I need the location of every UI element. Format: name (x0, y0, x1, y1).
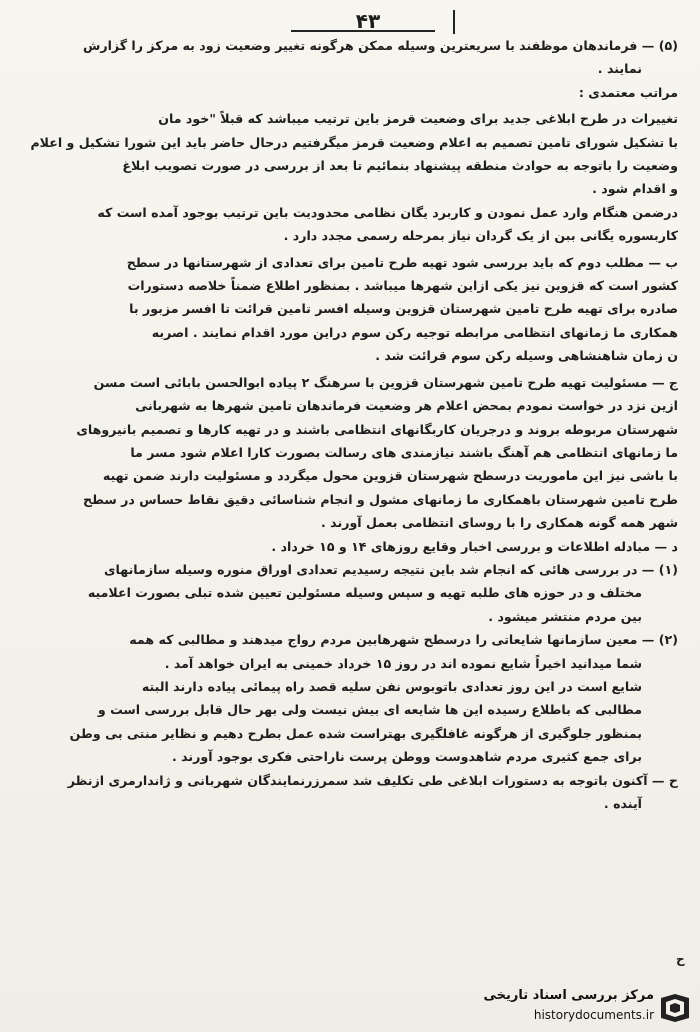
margin-mark: ح (676, 952, 685, 966)
text-line: (۵) — فرماندهان موظفند با سریعترین وسیله ممکن هرگونه تغییر وضعیت زود به مرکز را گزارش (82, 38, 678, 53)
text-line: ج — مسئولیت تهیه طرح تامین شهرستان قزوین با سرهنگ ۲ پیاده ابوالحسن بابائی است مسن (93, 374, 678, 390)
text-line: آینده . (603, 796, 642, 811)
text-line: شایع است در این روز تعدادی باتوبوس نفن سلیه قصد راه پیمائی پیاده دارند البته (141, 678, 642, 694)
page-number-mark: ۴۳ (283, 10, 455, 34)
text-line: طرح تامین شهرستان باهمکاری ما زمانهای مشول و انجام شناسائی دقیق نقاط حساس در سطح (83, 491, 678, 507)
text-line: ما زمانهای انتظامی هم آهنگ باشند نیازمندی های رسالت بصورت کارا اعلام شود مسر ما (130, 444, 678, 460)
text-line: برای جمع کثیری مردم شاهدوست ووطن پرست ناراحتی فکری بوجود آورند . (171, 749, 642, 765)
section-heading: مراتب معتمدی : (578, 84, 678, 100)
text-line: با باشی نیز این ماموریت درسطح شهرستان قزوین محول میگردد و مسئولیت دارند ضمن تهیه (102, 468, 678, 484)
text-line: شهر همه گونه همکاری را با روسای انتظامی بعمل آورند . (321, 515, 678, 531)
text-line: بین مردم منتشر میشود . (488, 608, 642, 624)
text-line: با تشکیل شورای تامین تصمیم به اعلام وضعیت قرمز میگرفتیم درحال حاضر باید این شورا تشکیل و اعلام (30, 134, 678, 150)
text-line: همکاری ما زمانهای انتظامی مرابطه توجیه رکن سوم دراین مورد اقدام نمایند . اصربه (151, 324, 678, 340)
text-line: و اقدام شود . (592, 181, 678, 197)
text-line: مطالبی که باطلاع رسیده این ها شایعه ای بیش نیست ولی بهر حال قابل بررسی است و (97, 702, 642, 718)
text-line: ب — مطلب دوم که باید بررسی شود تهیه طرح تامین برای تعدادی از شهرستانها در سطح (126, 254, 678, 270)
text-line: ازین نزد در خواست نمودم بمحض اعلام هر وضعیت فرماندهان تامین شهرها به شهربانی (135, 398, 678, 414)
text-line: ن زمان شاهنشاهی وسیله رکن سوم قرائت شد . (375, 348, 678, 364)
text-line: درضمن هنگام وارد عمل نمودن و کاربرد یگان نظامی محدودیت باین ترتیب بوجود آمده است که (97, 204, 678, 220)
text-line: صادره برای تهیه طرح تامین شهرستان قزوین وسیله افسر تامین قرائت تا افسر مزبور با (129, 301, 678, 317)
text-line: کشور است که قزوین نیز یکی ازاین شهرها میباشد . بمنظور اطلاع ضمناً خلاصه دستورات (127, 278, 678, 294)
watermark-title: مرکز بررسی اسناد تاریخی (483, 988, 654, 1003)
text-line: وضعیت را باتوجه به حوادث منطقه پیشنهاد بنمائیم تا بعد از بررسی در صورت تصویب ابلاغ (122, 158, 678, 174)
document-body (26, 34, 678, 815)
text-line: (۱) — در بررسی هائی که انجام شد باین نتیجه رسیدیم تعدادی اوراق منوره وسیله سازمانهای (103, 561, 678, 577)
text-line: شما میدانید اخیراً شایع نموده اند در روز ۱۵ خرداد خمینی به ایران خواهد آمد . (164, 655, 642, 671)
text-line: بمنظور جلوگیری از هرگونه غافلگیری بهتراست شده عمل بطرح دهیم و نظایر منتی بی وطن (69, 725, 642, 741)
text-line: د — مبادله اطلاعات و بررسی اخبار وقایع روزهای ۱۴ و ۱۵ خرداد . (271, 538, 678, 554)
watermark-url: historydocuments.ir (533, 1008, 654, 1022)
text-line: ح — آکنون باتوجه به دستورات ابلاغی طی تکلیف شد سمرزرنمایندگان شهربانی و ژاندارمری ازنظر (67, 772, 678, 788)
text-line: تغییرات در طرح ابلاغی جدید برای وضعیت قرمز باین ترتیب میباشد که قبلاً "خود مان (158, 111, 678, 127)
text-line: کاربسوره یگانی ببن از یک گردان نیاز بمرحله رسمی مجدد دارد . (283, 228, 678, 244)
archive-logo-icon (658, 992, 692, 1024)
watermark (460, 988, 692, 1028)
text-line: مختلف و در حوزه های طلبه تهیه و سپس وسیله مسئولین تعیین شده تبلی بصورت اعلامیه (87, 585, 642, 601)
text-line: (۲) — معین سازمانها شایعاتی را درسطح شهرهابین مردم رواج میدهند و مطالبی که همه (129, 632, 678, 648)
text-line: شهرستان مربوطه بروند و درجریان کاربگانهای انتظامی باشند و در تهیه کارها و تصمیم بانیروهای (76, 421, 678, 437)
text-line: نمایند . (597, 61, 642, 77)
